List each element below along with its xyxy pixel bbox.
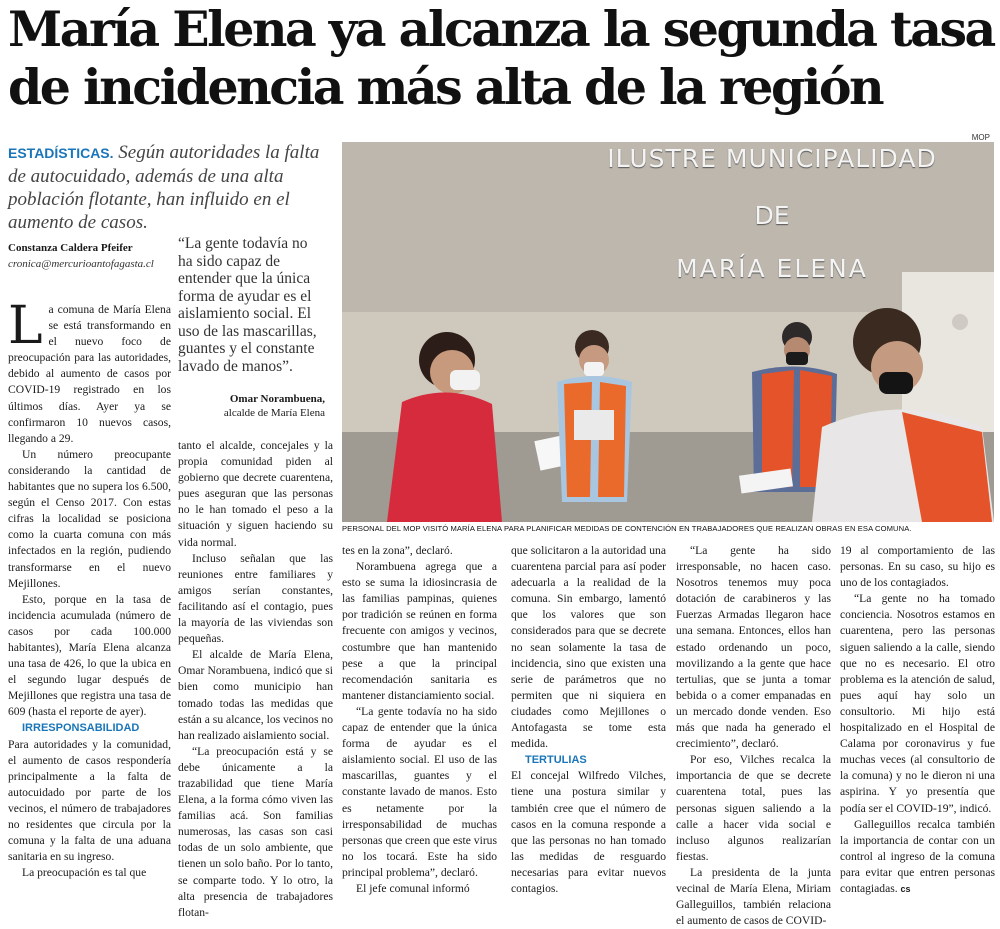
paragraph: Esto, porque en la tasa de incidencia acumulada (número de casos por cada 100.000 habitantes), María Elena alcanza una tasa de 426, lo que la ubica en el segundo lugar después de Mejillones que registra una tasa de 609 (hasta el reporte de ayer). — [8, 592, 171, 719]
paragraph: “La gente todavía no ha sido capaz de entender que la única forma de ayudar es el aislamiento social. El uso de las mascarillas, guantes y el constante lavado de manos. Esto es netamente por la irresponsabilidad de muchas personas que creen que este virus no los tocará. Este ha sido principal problema”, declaró. — [342, 704, 497, 879]
paragraph: tanto el alcalde, concejales y la propia comunidad piden al gobierno que decrete cuarentena, pues aseguran que las personas no le han tomado el peso a la situación y siguen haciendo su vida normal. — [178, 439, 333, 549]
lead-text: Según autoridades la falta de autocuidado, además de una alta población flotante, han influido en el aumento de casos. — [8, 142, 320, 233]
paragraph: Por eso, Vilches recalca la importancia de que se decrete cuarentena total, pues las personas siguen saliendo a la calle a hacer vida social e incluso algunos realizarían fiestas. — [676, 753, 831, 863]
paragraph: La preocupación es tal que — [22, 866, 147, 880]
municipal-sign — [557, 144, 987, 283]
paragraph: El alcalde de María Elena, Omar Norambuena, indicó que si bien como municipio han tomado todas las medidas que están a su alcance, los vecinos no han realizado aislamiento social. — [178, 648, 333, 742]
paragraph: Incluso señalan que las reuniones entre familiares y amigos serían constantes, facilitando así el contagio, pues la mayoría de las viviendas son pequeñas. — [178, 551, 333, 646]
paragraph: Galleguillos recalca también la importancia de contar con un control al ingreso de la comuna para evitar que entren personas contagiadas. cs — [840, 817, 995, 895]
paragraph: que solicitaron a la autoridad una cuarentena parcial para así poder adecuarla a la realidad de la comuna. Sin embargo, lamentó que los valores que son considerados para que se decrete no sean solamente la tasa de incidencia, sino que existen una serie de parámetros que no permiten que ni siquiera en ciudades como Mejillones o Antofagasta se tome esta medida. — [511, 544, 666, 751]
body-column-2 — [178, 438, 333, 921]
body-column-1 — [8, 296, 171, 881]
drop-cap: L — [8, 296, 43, 356]
headline-line-1: María Elena ya alcanza la segunda tasa — [8, 0, 994, 58]
paragraph: Un número preocupante considerando la cantidad de habitantes que no supera los 6.500, según el Censo 2017. Con estas cifras la localidad se posiciona como la cuarta comuna con más infectados en la región, pudiendo transformarse en el nuevo Mejillones. — [8, 447, 171, 590]
paragraph: El jefe comunal informó — [356, 881, 470, 895]
pull-quote-name: Omar Norambuena, — [229, 393, 325, 405]
paragraph: “La gente ha sido irresponsable, no hacen caso. Nosotros tenemos muy poca dotación de carabineros y las Fuerzas Armadas llegaron hace una semana. Entonces, ellos han estado ordenando un poco, movilizando a la gente que hace tertulias, que se junta a tomar bebida o a comer empanadas en un mercado donde venden. Eso más que nada ha generado el crecimiento”, declaró. — [676, 544, 831, 751]
sign-line-1: ILUSTRE MUNICIPALIDAD — [607, 144, 937, 173]
byline — [8, 240, 168, 272]
sign-line-3: MARÍA ELENA — [676, 254, 868, 283]
paragraph: tes en la zona”, declaró. — [342, 544, 453, 557]
body-column-4 — [511, 543, 666, 897]
photo-credit: MOP — [971, 133, 990, 142]
paragraph: Para autoridades y la comunidad, el aumento de casos respondería principalmente a la falta de autocuidado por parte de los vecinos, el número de trabajadores no residentes que circula por la comuna y la falta de una aduana sanitaria en su ingreso. — [8, 737, 171, 864]
paragraph: La presidenta de la junta vecinal de María Elena, Miriam Galleguillos, también relaciona el aumento de casos de COVID- — [676, 865, 831, 928]
body-column-3 — [342, 543, 497, 897]
pull-quote-source — [178, 392, 325, 420]
author-name: Constanza Caldera Pfeifer — [8, 242, 133, 254]
lead-kicker: ESTADÍSTICAS. — [8, 145, 114, 161]
end-mark: cs — [900, 883, 911, 894]
paragraph: El concejal Wilfredo Vilches, tiene una postura similar y también cree que el número de casos en la comuna responde a que las personas no han tomado las medidas de resguardo necesarias para evitar nuevos contagios. — [511, 769, 666, 895]
body-column-5 — [676, 543, 831, 929]
photo-caption: PERSONAL DEL MOP VISITÓ MARÍA ELENA PARA PLANIFICAR MEDIDAS DE CONTENCIÓN EN TRABAJADORES QUE REALIZAN OBRAS EN ESA COMUNA. — [342, 524, 912, 533]
paragraph: “La gente no ha tomado conciencia. Nosotros estamos en cuarentena, pero las personas siguen saliendo a la calle, siendo que no es necesario. El otro problema es la atención de salud, pues aquí hay solo un consultorio. Mi hijo está hospitalizado en el Hospital de Calama por coronavirus y fue muchas veces (al consultorio de la comuna) y no le dieron ni una aspirina. Y yo presentía que podía ser el COVID-19”, indicó. — [840, 592, 995, 815]
headline-line-2: de incidencia más alta de la región — [8, 58, 883, 116]
body-column-6 — [840, 543, 995, 897]
pull-quote-role: alcalde de María Elena — [223, 407, 325, 419]
headline — [8, 0, 993, 116]
author-email[interactable]: cronica@mercurioantofagasta.cl — [8, 258, 154, 270]
paragraph: 19 al comportamiento de las personas. En su caso, su hijo es uno de los contagiados. — [840, 544, 995, 590]
paragraph: “La preocupación está y se debe únicamente a la trazabilidad que tiene María Elena, a la forma cómo viven las familias acá. Son familias numerosas, las casas son casi todas de un solo ambiente, que tienen un solo baño. Por lo tanto, se comparte todo. Y lo otro, la alta presencia de trabajadores flotan- — [178, 744, 333, 919]
lead-paragraph — [8, 141, 333, 234]
paragraph: Norambuena agrega que a esto se suma la idiosincrasia de las familias pampinas, quienes por tradición se reúnen en forma frecuente con amigos y vecinos, costumbre que han mantenido pese a que la principal recomendación sanitaria es mantener distanciamiento social. — [342, 560, 497, 702]
paragraph: La comuna de María Elena se está transformando en el nuevo foco de preocupación para las autoridades, debido al aumento de casos por COVID-19 registrado en los últimos días. Ayer ya se confirmaron 10 nuevos casos, llegando a 29. — [8, 296, 171, 445]
sign-line-2: DE — [754, 201, 790, 230]
subheading-tertulias: TERTULIAS — [525, 754, 587, 767]
subheading-irresponsabilidad: IRRESPONSABILIDAD — [22, 722, 140, 735]
pull-quote: “La gente todavía no ha sido capaz de entender que la única forma de ayudar es el aislamiento social. El uso de las mascarillas, guantes y el constante lavado de manos”. — [178, 235, 317, 375]
news-photo — [342, 142, 994, 522]
